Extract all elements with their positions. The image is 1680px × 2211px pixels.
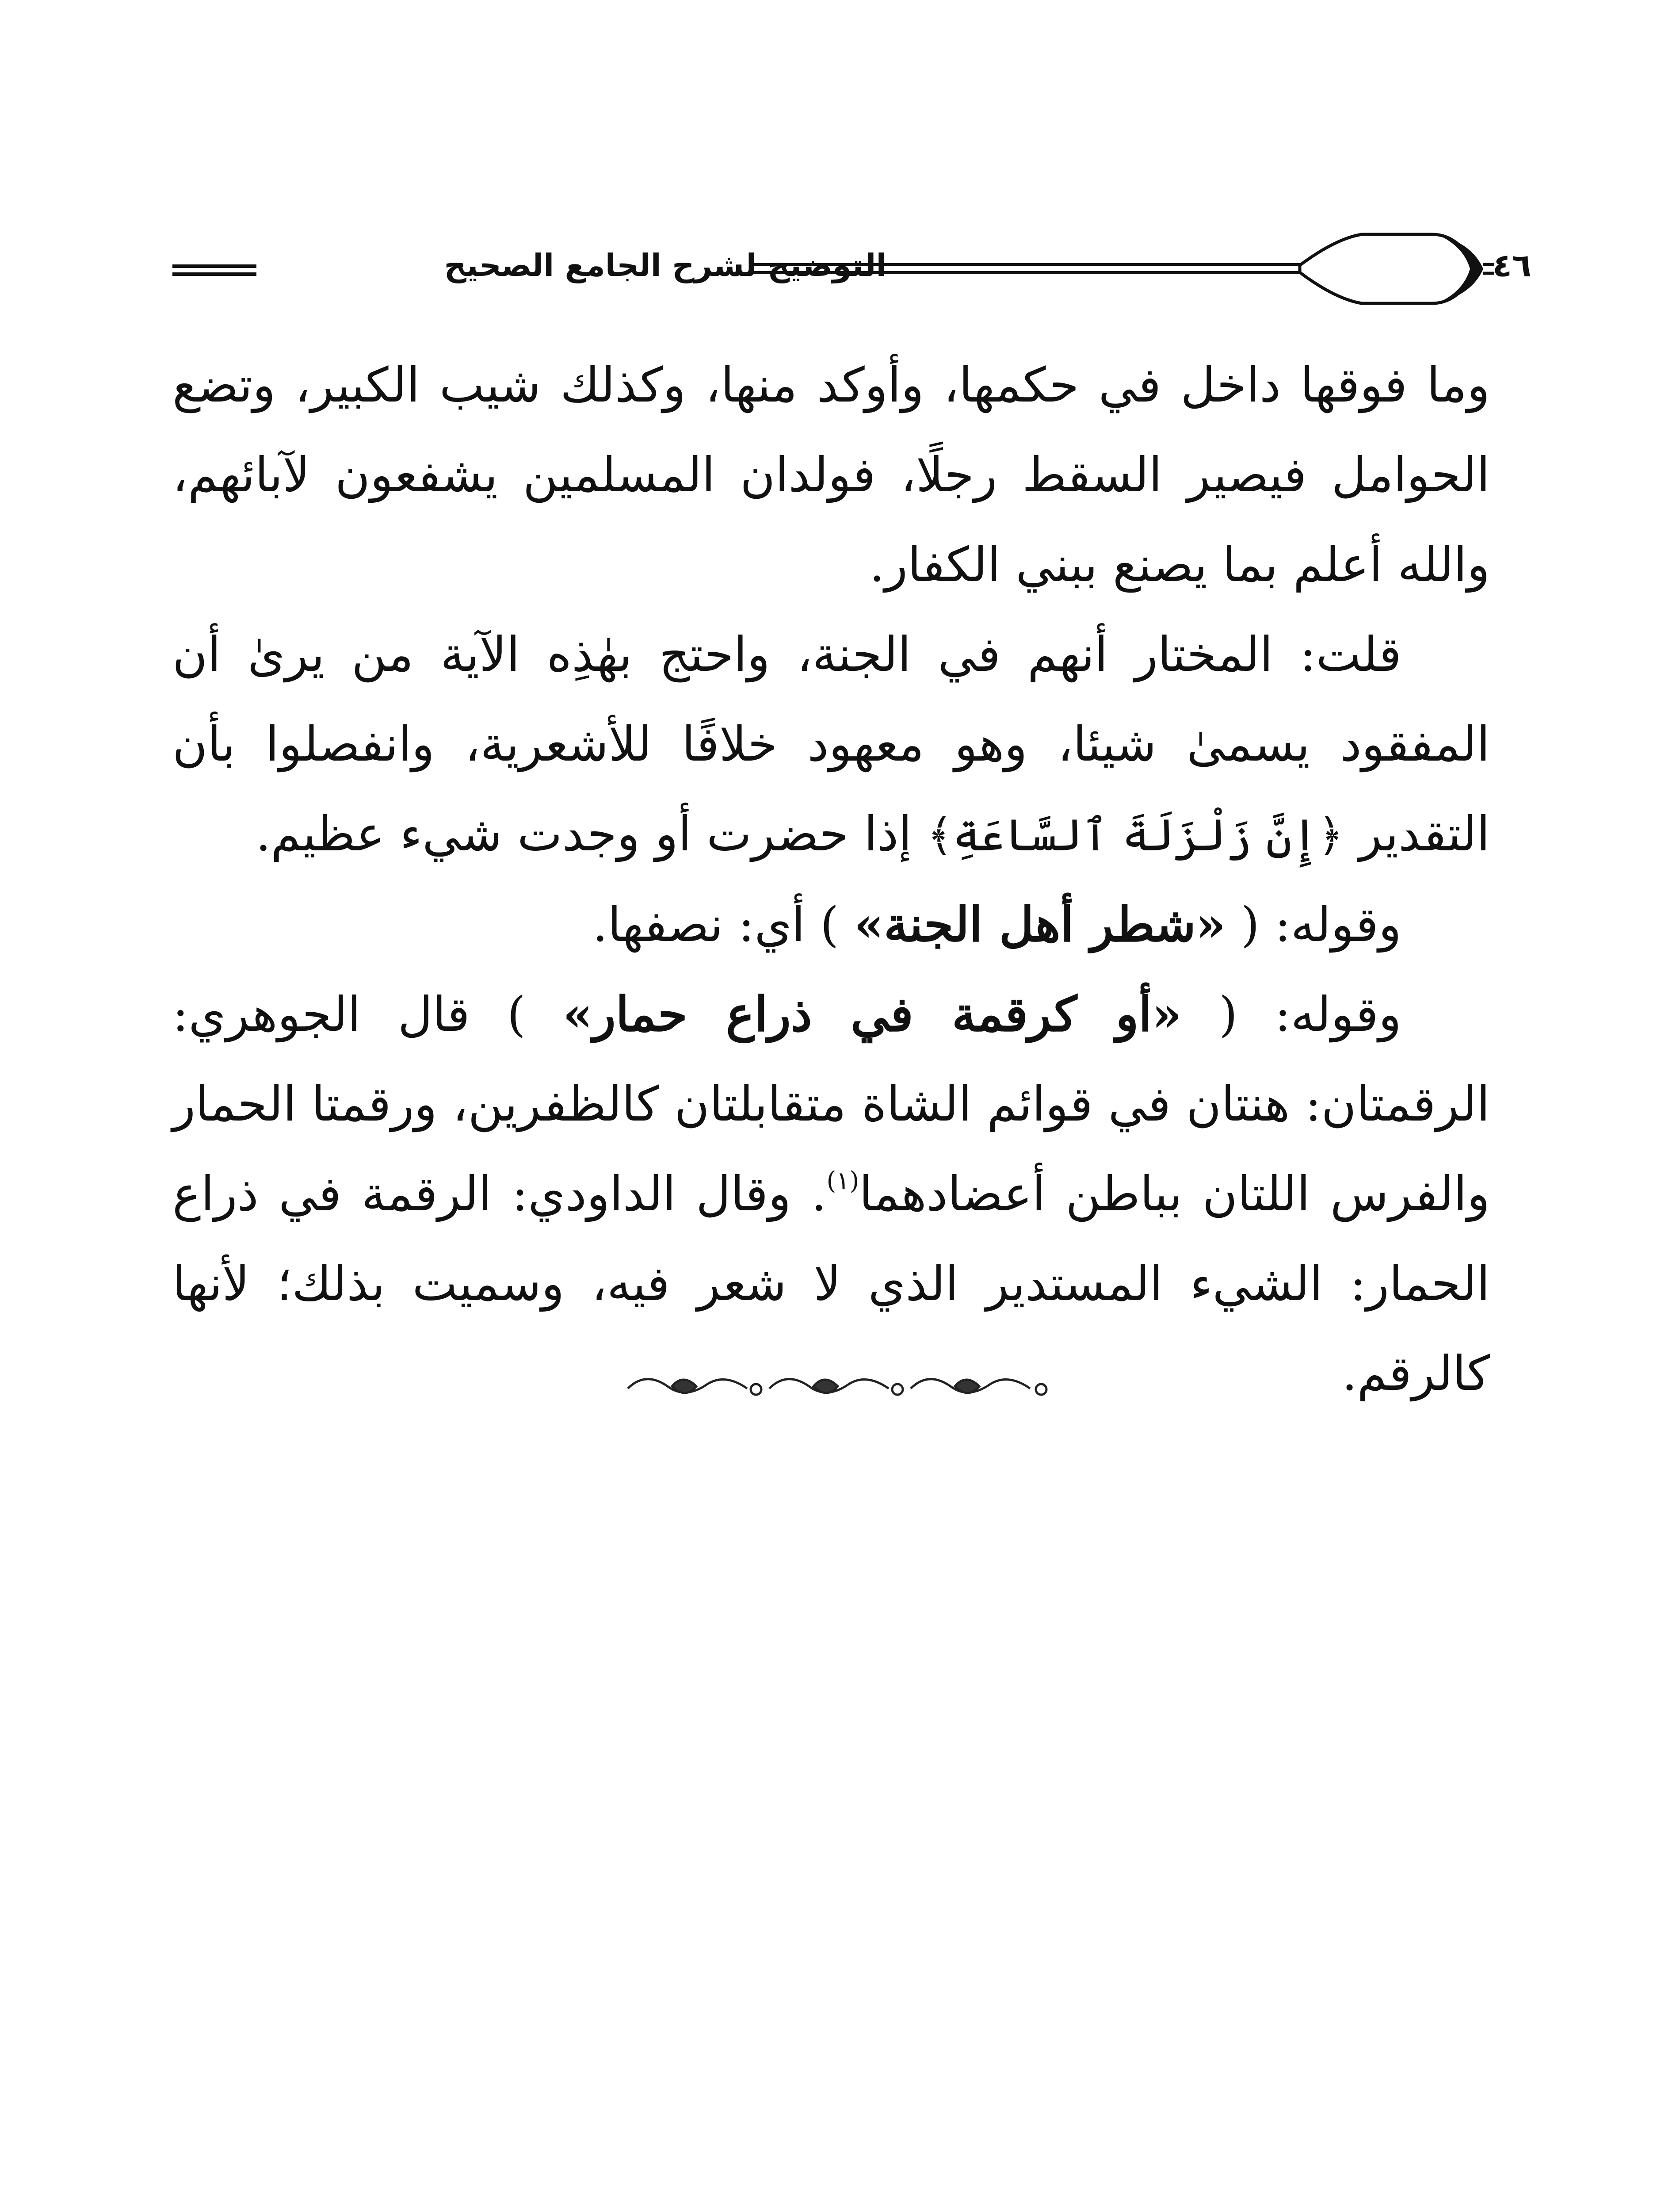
- ornament-dot-left: [751, 1384, 761, 1395]
- section-ornament: [619, 1366, 1061, 1406]
- page-number: ٤٦: [1493, 247, 1531, 284]
- paragraph-2: [172, 610, 1490, 880]
- paragraph-4-text-b: ) قال الجوهري: الرقمتان: هنتان في قوائم الشاة متقابلتان كالظفرين، ورقمتا الحمار والفرس اللتان بباطن أعضادهما: [172, 987, 1490, 1222]
- paragraph-1: [172, 340, 1490, 610]
- paragraph-2-text-a: قلت: المختار أنهم في الجنة، واحتج بهٰذِه الآية من يرىٰ أن المفقود يسمىٰ شيئا، وهو معهود خلافًا للأشعرية، وانفصلوا بأن التقدير: [172, 627, 1490, 862]
- footnote-reference[interactable]: (١): [826, 1167, 859, 1195]
- page-number-frame: [1300, 234, 1477, 303]
- ornament-dot-right: [1036, 1384, 1046, 1395]
- paragraph-4: [172, 970, 1490, 1419]
- paragraph-4-text-a: وقوله: (: [1219, 987, 1401, 1042]
- hadith-quote-1: «شطر أهل الجنة»: [854, 897, 1226, 952]
- quran-verse: ﴿إِنَّ زَلْزَلَةَ ٱلسَّاعَةِ﴾: [927, 809, 1344, 861]
- hadith-quote-2: «أو كرقمة في ذراع حمار»: [563, 987, 1182, 1042]
- paragraph-3-text-b: ) أي: نصفها.: [592, 897, 839, 952]
- paragraph-3-text-a: وقوله: (: [1241, 897, 1401, 952]
- main-text: [172, 340, 1490, 1419]
- paragraph-4-text-c: . وقال الداودي: الرقمة في ذراع الحمار: الشيء المستدير الذي لا شعر فيه، وسميت بذلك؛ لأنها كالرقم.: [172, 1167, 1490, 1401]
- paragraph-1-text: وما فوقها داخل في حكمها، وأوكد منها، وكذلك شيب الكبير، وتضع الحوامل فيصير السقط رجلًا، فولدان المسلمين يشفعون لآبائهم، والله أعلم بما يصنع ببني الكفار.: [172, 358, 1490, 593]
- paragraph-2-text-b: إذا حضرت أو وجدت شيء عظيم.: [256, 807, 912, 862]
- paragraph-3: [172, 880, 1490, 970]
- ornament-dot-middle: [892, 1384, 903, 1395]
- running-header: [168, 217, 1531, 318]
- header-book-title: التوضيح لشرح الجامع الصحيح: [444, 247, 887, 283]
